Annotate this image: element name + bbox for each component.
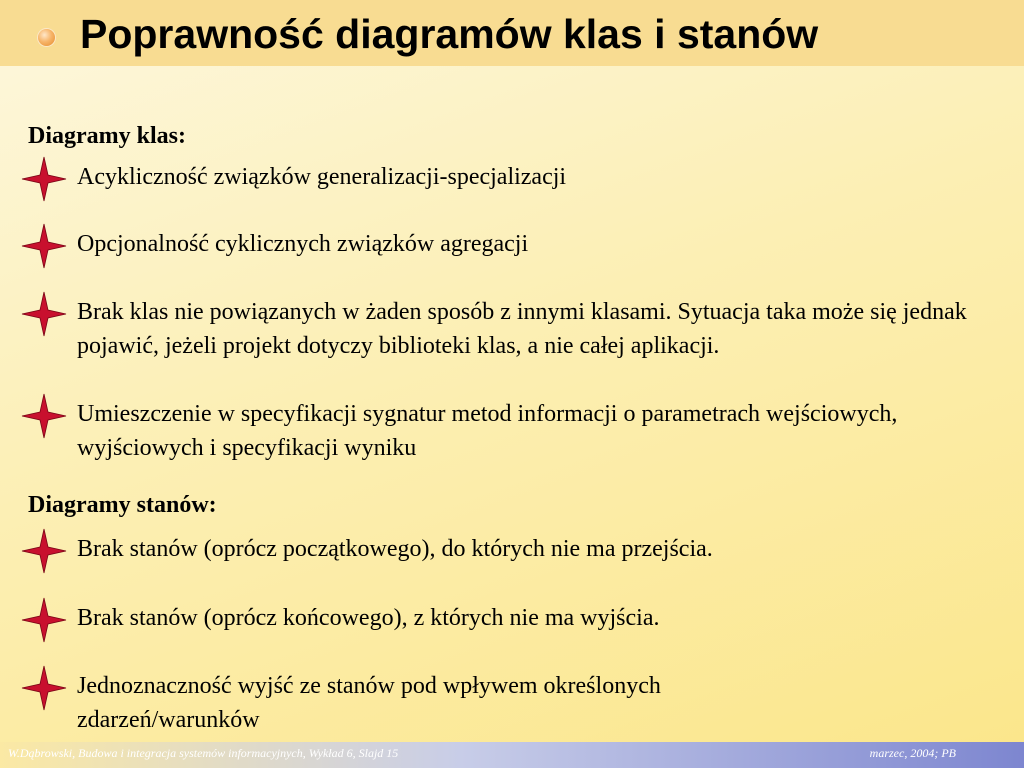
four-point-star-icon	[20, 527, 68, 575]
four-point-star-icon	[20, 596, 68, 644]
four-point-star-icon	[20, 155, 68, 203]
list-item-text: Opcjonalność cyklicznych związków agregacji	[77, 231, 529, 257]
list-item-text: Brak klas nie powiązanych w żaden sposób z innymi klasami. Sytuacja taka może się jednak pojawić, jeżeli projekt dotyczy biblioteki klas, a nie całej aplikacji.	[77, 299, 967, 359]
list-item-text: Brak stanów (oprócz końcowego), z których nie ma wyjścia.	[77, 605, 660, 631]
footer-bar	[0, 742, 1024, 768]
footer-attribution: W.Dąbrowski, Budowa i integracja systemów informacyjnych, Wykład 6, Slajd 15	[8, 746, 399, 760]
four-point-star-icon	[20, 222, 68, 270]
orange-dot-icon	[38, 29, 55, 46]
section-heading-state-diagrams: Diagramy stanów:	[28, 492, 217, 518]
footer-date: marzec, 2004; PB	[869, 746, 956, 760]
list-item-text: Jednoznaczność wyjść ze stanów pod wpływem określonych zdarzeń/warunków	[77, 673, 661, 733]
four-point-star-icon	[20, 392, 68, 440]
list-item-text: Acykliczność związków generalizacji-specjalizacji	[77, 164, 567, 190]
section-heading-class-diagrams: Diagramy klas:	[28, 123, 186, 149]
four-point-star-icon	[20, 664, 68, 712]
list-item-text: Brak stanów (oprócz początkowego), do których nie ma przejścia.	[77, 536, 713, 562]
title-bar	[0, 0, 1024, 66]
four-point-star-icon	[20, 290, 68, 338]
slide-title: Poprawność diagramów klas i stanów	[80, 11, 819, 57]
list-item-text: Umieszczenie w specyfikacji sygnatur metod informacji o parametrach wejściowych, wyjściowych i specyfikacji wyniku	[77, 401, 898, 461]
